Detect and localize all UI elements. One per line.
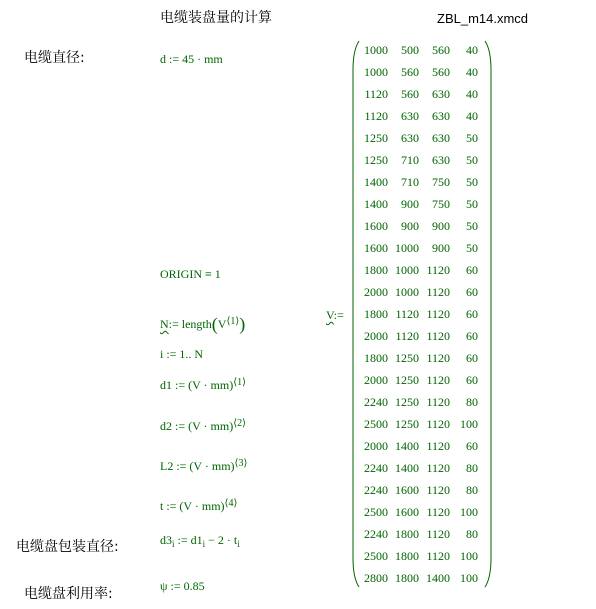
matrix-cell: 60 <box>466 263 478 277</box>
matrix-cell: 100 <box>460 571 478 585</box>
matrix-row <box>352 351 492 373</box>
equation-l2[interactable] <box>160 459 247 474</box>
matrix-cell: 1120 <box>426 351 450 365</box>
matrix-cell: 60 <box>466 373 478 387</box>
matrix-row <box>352 197 492 219</box>
matrix-row <box>352 219 492 241</box>
matrix-cell: 2500 <box>364 417 388 431</box>
matrix-cell: 1120 <box>426 395 450 409</box>
matrix-cell: 2000 <box>364 329 388 343</box>
matrix-cell: 1120 <box>426 439 450 453</box>
matrix-cell: 1400 <box>395 461 419 475</box>
matrix-cell: 900 <box>401 197 419 211</box>
matrix-row <box>352 527 492 549</box>
equation-d3[interactable] <box>160 533 240 548</box>
matrix-cell: 50 <box>466 175 478 189</box>
d3-assign: := d1 <box>177 533 203 547</box>
matrix-cell: 40 <box>466 43 478 57</box>
n-lhs: N <box>160 317 169 331</box>
equation-n[interactable] <box>160 312 245 333</box>
matrix-cell: 1250 <box>395 395 419 409</box>
matrix-row <box>352 329 492 351</box>
matrix-row <box>352 87 492 109</box>
l2-expr: L2 := (V · mm) <box>160 459 235 473</box>
d1-sub: i <box>202 539 206 549</box>
matrix-cell: 1600 <box>395 483 419 497</box>
matrix-cell: 1120 <box>426 527 450 541</box>
matrix-cell: 60 <box>466 329 478 343</box>
matrix-row <box>352 571 492 593</box>
matrix-cell: 1800 <box>395 527 419 541</box>
matrix-v[interactable] <box>352 40 492 590</box>
paren-open: ( <box>211 314 218 334</box>
matrix-row <box>352 417 492 439</box>
matrix-cell: 2240 <box>364 483 388 497</box>
matrix-cell: 1600 <box>364 241 388 255</box>
matrix-cell: 1800 <box>364 263 388 277</box>
matrix-cell: 2000 <box>364 439 388 453</box>
equation-v[interactable] <box>326 308 344 323</box>
matrix-row <box>352 461 492 483</box>
matrix-cell: 710 <box>401 175 419 189</box>
d1-column: ⟨1⟩ <box>233 377 247 388</box>
matrix-cell: 1120 <box>426 329 450 343</box>
matrix-cell: 1120 <box>426 263 450 277</box>
matrix-cell: 1120 <box>426 549 450 563</box>
matrix-cell: 630 <box>432 109 450 123</box>
matrix-cell: 1120 <box>364 87 388 101</box>
matrix-row <box>352 439 492 461</box>
matrix-cell: 1000 <box>395 285 419 299</box>
file-name: ZBL_m14.xmcd <box>437 11 529 26</box>
matrix-row <box>352 153 492 175</box>
matrix-cell: 1000 <box>364 65 388 79</box>
matrix-row <box>352 109 492 131</box>
matrix-cell: 710 <box>401 153 419 167</box>
matrix-row <box>352 505 492 527</box>
matrix-cell: 2240 <box>364 395 388 409</box>
matrix-cell: 80 <box>466 461 478 475</box>
d-lhs: d <box>160 52 166 66</box>
n-rhs-var: V <box>217 317 227 331</box>
matrix-cell: 50 <box>466 197 478 211</box>
matrix-row <box>352 285 492 307</box>
matrix-cell: 1250 <box>364 153 388 167</box>
matrix-cell: 1120 <box>426 505 450 519</box>
matrix-cell: 2500 <box>364 549 388 563</box>
matrix-cell: 2240 <box>364 461 388 475</box>
n-rhs-column: ⟨1⟩ <box>226 316 240 327</box>
matrix-cell: 1400 <box>364 197 388 211</box>
l2-column: ⟨3⟩ <box>234 458 248 469</box>
matrix-row <box>352 307 492 329</box>
matrix-cell: 100 <box>460 505 478 519</box>
matrix-cell: 40 <box>466 87 478 101</box>
equation-t[interactable] <box>160 499 237 514</box>
matrix-cell: 50 <box>466 153 478 167</box>
matrix-cell: 1120 <box>395 329 419 343</box>
matrix-cell: 80 <box>466 395 478 409</box>
matrix-cell: 1250 <box>364 131 388 145</box>
label-cable-diameter: 电缆直径: <box>24 50 85 66</box>
matrix-row <box>352 241 492 263</box>
matrix-row <box>352 395 492 417</box>
matrix-cell: 560 <box>432 43 450 57</box>
matrix-cell: 1800 <box>395 571 419 585</box>
matrix-cell: 80 <box>466 483 478 497</box>
matrix-cell: 1600 <box>364 219 388 233</box>
matrix-cell: 50 <box>466 241 478 255</box>
matrix-cell: 1800 <box>364 307 388 321</box>
t-expr: t := (V · mm) <box>160 499 225 513</box>
matrix-cell: 1120 <box>426 461 450 475</box>
d1-expr: d1 := (V · mm) <box>160 378 234 392</box>
matrix-cell: 560 <box>401 87 419 101</box>
page-title: 电缆装盘量的计算 <box>160 10 272 26</box>
matrix-cell: 1250 <box>395 351 419 365</box>
matrix-row <box>352 263 492 285</box>
matrix-cell: 630 <box>401 109 419 123</box>
paren-close: ) <box>239 314 246 334</box>
matrix-cell: 1800 <box>395 549 419 563</box>
t-sub: i <box>237 539 240 549</box>
matrix-cell: 1400 <box>426 571 450 585</box>
t-column: ⟨4⟩ <box>224 498 238 509</box>
label-cable-pack-diameter: 电缆盘包装直径: <box>16 539 119 555</box>
matrix-cell: 900 <box>401 219 419 233</box>
d2-column: ⟨2⟩ <box>233 418 247 429</box>
matrix-cell: 500 <box>401 43 419 57</box>
matrix-cell: 50 <box>466 131 478 145</box>
d3-name: d3 <box>160 533 172 547</box>
matrix-cell: 1120 <box>364 109 388 123</box>
matrix-cell: 630 <box>432 131 450 145</box>
matrix-cell: 1000 <box>395 263 419 277</box>
matrix-cell: 1600 <box>395 505 419 519</box>
matrix-cell: 2500 <box>364 505 388 519</box>
matrix-cell: 900 <box>432 241 450 255</box>
matrix-cell: 100 <box>460 549 478 563</box>
matrix-cell: 630 <box>401 131 419 145</box>
v-lhs: V <box>326 308 334 322</box>
equation-psi[interactable]: ψ := 0.85 <box>160 579 205 593</box>
matrix-row <box>352 43 492 65</box>
matrix-row <box>352 549 492 571</box>
matrix-cell: 80 <box>466 527 478 541</box>
matrix-cell: 1120 <box>426 307 450 321</box>
matrix-cell: 1400 <box>395 439 419 453</box>
matrix-cell: 60 <box>466 351 478 365</box>
matrix-cell: 1120 <box>426 285 450 299</box>
n-rhs-func: := length <box>168 317 212 331</box>
matrix-cell: 630 <box>432 87 450 101</box>
matrix-cell: 1800 <box>364 351 388 365</box>
equation-origin[interactable]: ORIGIN ≡ 1 <box>160 267 221 281</box>
matrix-cell: 1120 <box>426 417 450 431</box>
d-rhs: := 45 · mm <box>169 52 223 66</box>
matrix-cell: 1120 <box>426 483 450 497</box>
matrix-cell: 750 <box>432 175 450 189</box>
matrix-cell: 60 <box>466 285 478 299</box>
matrix-row <box>352 483 492 505</box>
matrix-cell: 50 <box>466 219 478 233</box>
matrix-cell: 2000 <box>364 373 388 387</box>
matrix-cell: 1120 <box>395 307 419 321</box>
label-cable-utilization: 电缆盘利用率: <box>24 586 113 602</box>
v-assign: := <box>333 308 344 322</box>
equation-d1[interactable] <box>160 378 246 393</box>
matrix-row <box>352 65 492 87</box>
matrix-cell: 100 <box>460 417 478 431</box>
matrix-cell: 750 <box>432 197 450 211</box>
equation-d2[interactable] <box>160 419 246 434</box>
matrix-cell: 60 <box>466 307 478 321</box>
equation-i[interactable]: i := 1.. N <box>160 347 204 361</box>
matrix-row <box>352 131 492 153</box>
matrix-cell: 2240 <box>364 527 388 541</box>
matrix-cell: 60 <box>466 439 478 453</box>
matrix-cell: 1000 <box>395 241 419 255</box>
matrix-cell: 2000 <box>364 285 388 299</box>
matrix-cell: 40 <box>466 65 478 79</box>
equation-d[interactable] <box>160 52 223 67</box>
matrix-cell: 1120 <box>426 373 450 387</box>
matrix-cell: 560 <box>401 65 419 79</box>
matrix-cell: 2800 <box>364 571 388 585</box>
matrix-cell: 1000 <box>364 43 388 57</box>
matrix-cell: 1250 <box>395 417 419 431</box>
d3-minus: − 2 · t <box>208 533 238 547</box>
d3-sub: i <box>172 539 175 549</box>
matrix-cell: 40 <box>466 109 478 123</box>
matrix-cell: 1400 <box>364 175 388 189</box>
matrix-cell: 900 <box>432 219 450 233</box>
matrix-row <box>352 175 492 197</box>
matrix-cell: 630 <box>432 153 450 167</box>
d2-expr: d2 := (V · mm) <box>160 419 234 433</box>
matrix-row <box>352 373 492 395</box>
matrix-cell: 560 <box>432 65 450 79</box>
matrix-cell: 1250 <box>395 373 419 387</box>
